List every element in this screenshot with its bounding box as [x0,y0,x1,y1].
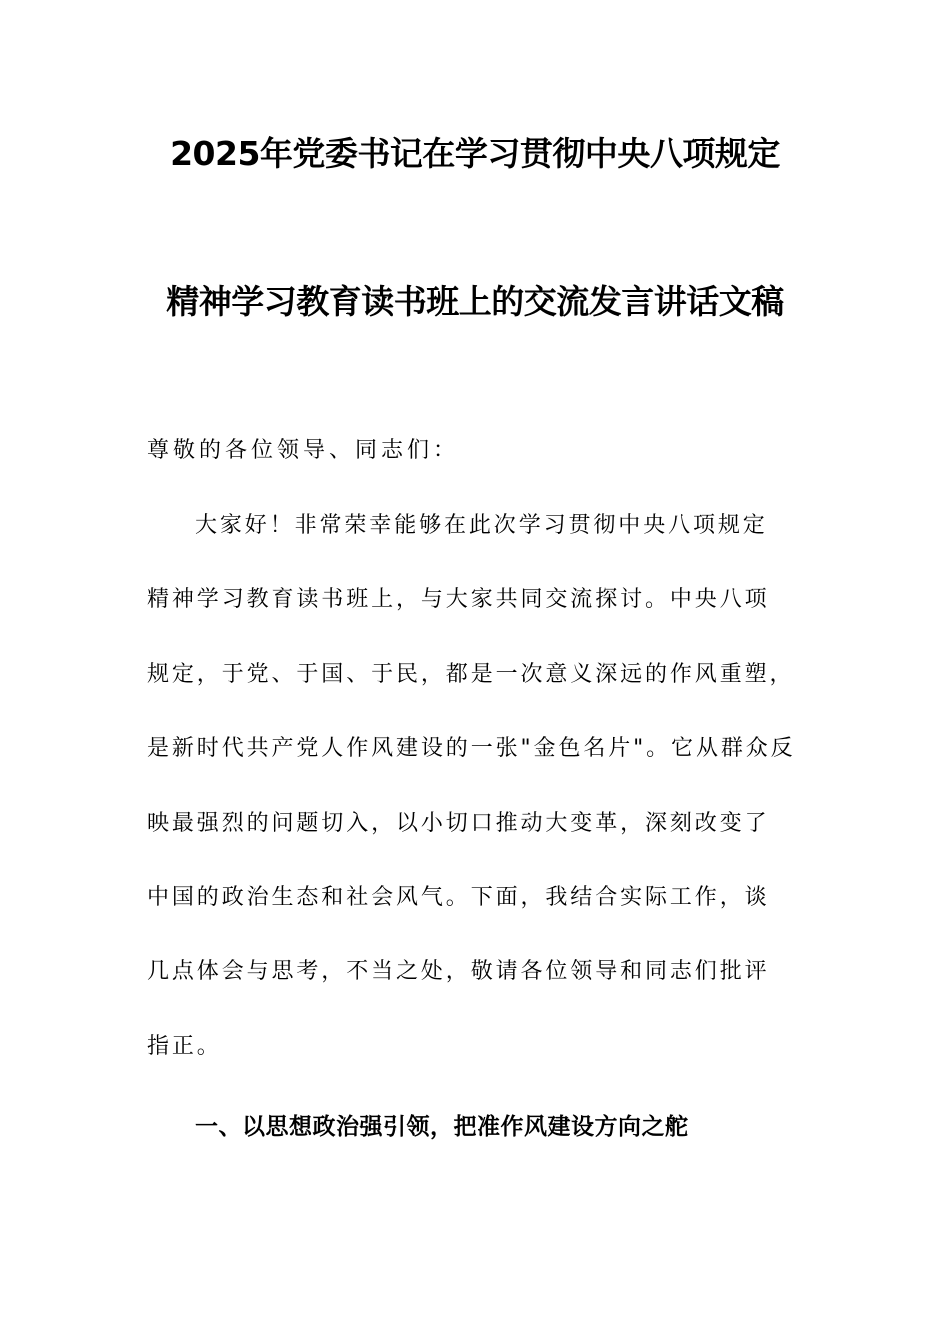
salutation: 尊敬的各位领导、同志们： [147,438,460,463]
paragraph-line: 指正。 [147,1033,222,1059]
document-title-line-2: 精神学习教育读书班上的交流发言讲话文稿 [166,282,784,321]
opening-paragraph [147,511,807,1106]
paragraph-line: 规定，于党、于国、于民，都是一次意义深远的作风重塑， [147,661,795,687]
paragraph-line: 几点体会与思考，不当之处，敬请各位领导和同志们批评 [147,959,770,985]
paragraph-line: 是新时代共产党人作风建设的一张"金色名片"。它从群众反 [147,736,796,762]
paragraph-line: 中国的政治生态和社会风气。下面，我结合实际工作，谈 [147,884,770,910]
document-title-line-1: 2025年党委书记在学习贯彻中央八项规定 [170,134,780,173]
section-heading: 一、以思想政治强引领，把准作风建设方向之舵 [195,1114,689,1140]
paragraph-line: 大家好！非常荣幸能够在此次学习贯彻中央八项规定 [195,513,768,538]
paragraph-line: 映最强烈的问题切入，以小切口推动大变革，深刻改变了 [147,810,770,836]
paragraph-line: 精神学习教育读书班上，与大家共同交流探讨。中央八项 [147,587,770,613]
